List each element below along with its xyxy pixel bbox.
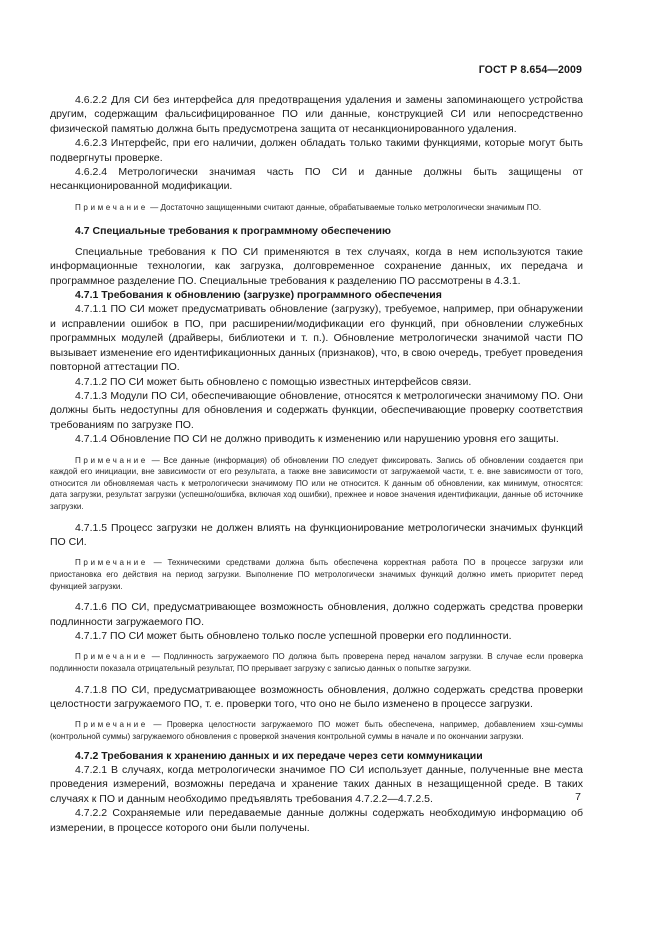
paragraph-4-7-1-6: 4.7.1.6 ПО СИ, предусматривающее возможность обновления, должно содержать средства проверки подлинности загружаемого ПО. [50, 601, 583, 628]
paragraph-4-7-1-4: 4.7.1.4 Обновление ПО СИ не должно приводить к изменению или нарушению уровня его защиты. [75, 433, 559, 446]
section-heading-4-7: 4.7 Специальные требования к программному обеспечению [75, 225, 391, 238]
paragraph-4-7-1-5: 4.7.1.5 Процесс загрузки не должен влиять на функционирование метрологически значимых функций ПО СИ. [50, 521, 583, 548]
paragraph-4-7-intro: Специальные требования к ПО СИ применяются в тех случаях, когда в нем используются такие информационные технологии, как загрузка, долговременное сохранение данных, их передача и программное разделение ПО. Специальные требования к разделению ПО рассмотрены в 4.3.1. [50, 245, 583, 287]
note-label: Примечание [75, 720, 148, 730]
note-load-priority [50, 557, 583, 592]
paragraph-4-7-1-3: 4.7.1.3 Модули ПО СИ, обеспечивающие обновление, относятся к метрологически значимому ПО. Они должны быть недоступны для обновления и содержать функции, обеспечивающие проверку соответствия требованиям по загрузке ПО. [50, 389, 583, 431]
standard-header: ГОСТ Р 8.654—2009 [478, 64, 582, 76]
paragraph-4-6-2-2: 4.6.2.2 Для СИ без интерфейса для предотвращения удаления и замены запоминающего устройства другим, содержащим фальсифицированное ПО или данные, конструкцией СИ или непосредственно физической памятью должна быть предусмотрена защита от несанкционированного удаления. [50, 94, 583, 135]
note-label: Примечание [75, 202, 148, 212]
note-label: Примечание [75, 652, 148, 662]
page-number: 7 [575, 791, 581, 803]
note-text: — Все данные (информация) об обновлении ПО следует фиксировать. Запись об обновлении создается при каждой его инициации, вне зависимости от его результата, а также вне зависимости от загружаемой части, т. е. вне зависимости от того, относится ли обновляемая часть к метрологически значимому ПО или не относится. К данным об обновлении, как минимум, относятся: дата загрузки, результат загрузки (успешно/ошибка, включая ход ошибки), прежнее и новое значения идентификации, данные об источнике загрузки. [50, 455, 583, 511]
note-label: Примечание [75, 558, 148, 568]
note-authenticity [50, 651, 583, 674]
document-body [50, 93, 583, 835]
note-update-records [50, 455, 583, 513]
paragraph-4-7-1-1: 4.7.1.1 ПО СИ может предусматривать обновление (загрузку), требуемое, например, при обнаружении и исправлении ошибок в ПО, при расширении/модификации его функций, при обновлении служебных программных модулей (драйверы, библиотеки и т. п.). Обновление метрологически значимой части ПО вызывает изменение его идентификационных данных (признаков), что, в свою очередь, требует проведения повторной аттестации ПО. [50, 303, 583, 374]
paragraph-4-7-2-1: 4.7.2.1 В случаях, когда метрологически значимое ПО СИ использует данные, полученные вне места проведения измерений, возможны передача и хранение таких данных в незащищенной среде. В таких случаях к ПО и данным необходимо предъявлять требования 4.7.2.2—4.7.2.5. [50, 763, 583, 805]
note-protected-data [50, 202, 583, 214]
paragraph-4-7-1-2: 4.7.1.2 ПО СИ может быть обновлено с помощью известных интерфейсов связи. [75, 375, 472, 388]
paragraph-4-6-2-4: 4.6.2.4 Метрологически значимая часть ПО СИ и данные должны быть защищены от несанкционированной модификации. [50, 166, 583, 193]
note-text: — Техническими средствами должна быть обеспечена корректная работа ПО в процессе загрузки или приостановка его действия на период загрузки. Выполнение ПО метрологически значимых функций должно иметь приоритет перед функцией загрузки. [50, 558, 583, 591]
paragraph-4-7-2-2: 4.7.2.2 Сохраняемые или передаваемые данные должны содержать необходимую информацию об измерении, в процессе которого они были получены. [50, 807, 583, 834]
note-text: — Проверка целостности загружаемого ПО может быть обеспечена, например, добавлением хэш-суммы (контрольной суммы) загружаемого обновления с проверкой значения контрольной суммы в начале и по окончании загрузки. [50, 720, 583, 741]
note-label: Примечание [75, 455, 148, 465]
section-heading-4-7-1: 4.7.1 Требования к обновлению (загрузке) программного обеспечения [75, 289, 442, 302]
note-text: — Достаточно защищенными считают данные, обрабатываемые только метрологически значимым ПО. [147, 202, 542, 212]
note-integrity [50, 719, 583, 742]
paragraph-4-6-2-3: 4.6.2.3 Интерфейс, при его наличии, должен обладать только такими функциями, которые могут быть подвергнуты проверке. [50, 137, 583, 164]
section-heading-4-7-2: 4.7.2 Требования к хранению данных и их передаче через сети коммуникации [75, 749, 483, 762]
note-text: — Подлинность загружаемого ПО должна быть проверена перед началом загрузки. В случае если проверка подлинности показала отрицательный результат, ПО прерывает загрузку с записью данных о попытке загрузки. [50, 652, 583, 673]
paragraph-4-7-1-7: 4.7.1.7 ПО СИ может быть обновлено только после успешной проверки его подлинности. [75, 629, 512, 642]
paragraph-4-7-1-8: 4.7.1.8 ПО СИ, предусматривающее возможность обновления, должно содержать средства проверки целостности загружаемого ПО, т. е. проверки того, что оно не было изменено в процессе загрузки. [50, 683, 583, 710]
